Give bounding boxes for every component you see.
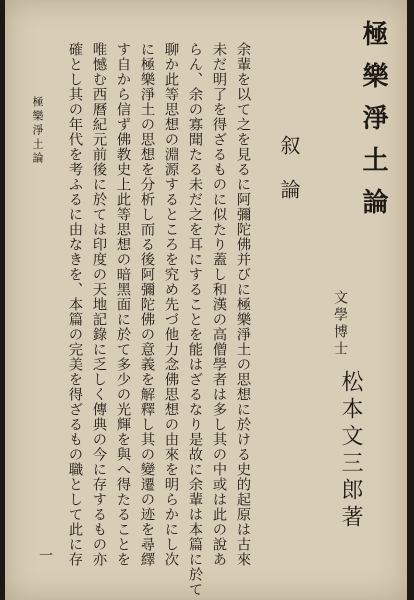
body-line: 確とし其の年代を考ふるに由なきを、本篇の完美を得ざるもの職として此に存 <box>66 42 83 567</box>
book-page <box>5 0 407 600</box>
section-heading: 叙論 <box>277 135 301 223</box>
body-line: らん、余の寡聞たる未だ之を耳にすることを能はざるなり是故に余輩は本篇に於て <box>186 42 203 597</box>
page-number: 一 <box>37 548 53 562</box>
body-line: す自から信ず佛教史上此等思想の暗黑面に於て多少の光輝を與へ得たることを <box>114 42 131 567</box>
body-line: 余輩を以て之を見るに阿彌陀佛并びに極樂淨土の思想に於ける史的起原は古來 <box>234 42 251 567</box>
body-line: 未だ明了を得ざるものに似たり蓋し和漢の高僧學者は多し其の中或は此の說あ <box>210 42 227 567</box>
author-degree: 文學博士 <box>332 290 348 358</box>
body-line: 唯憾む西曆紀元前後に於ては印度の天地記錄に乏しく傳典の今に存するもの亦 <box>90 42 107 567</box>
body-line: に極樂淨土の思想を分析し而る後阿彌陀佛の意義を解釋し其の變遷の迹を尋繹 <box>138 42 155 567</box>
book-title: 極樂淨土論 <box>358 20 388 230</box>
author-name: 松本文三郎著 <box>338 370 363 532</box>
body-line: 聊か此等思想の淵源するところを究め先づ他力念佛思想の由來を明らかにし次 <box>162 42 179 567</box>
running-head: 極樂淨土論 <box>31 96 44 166</box>
